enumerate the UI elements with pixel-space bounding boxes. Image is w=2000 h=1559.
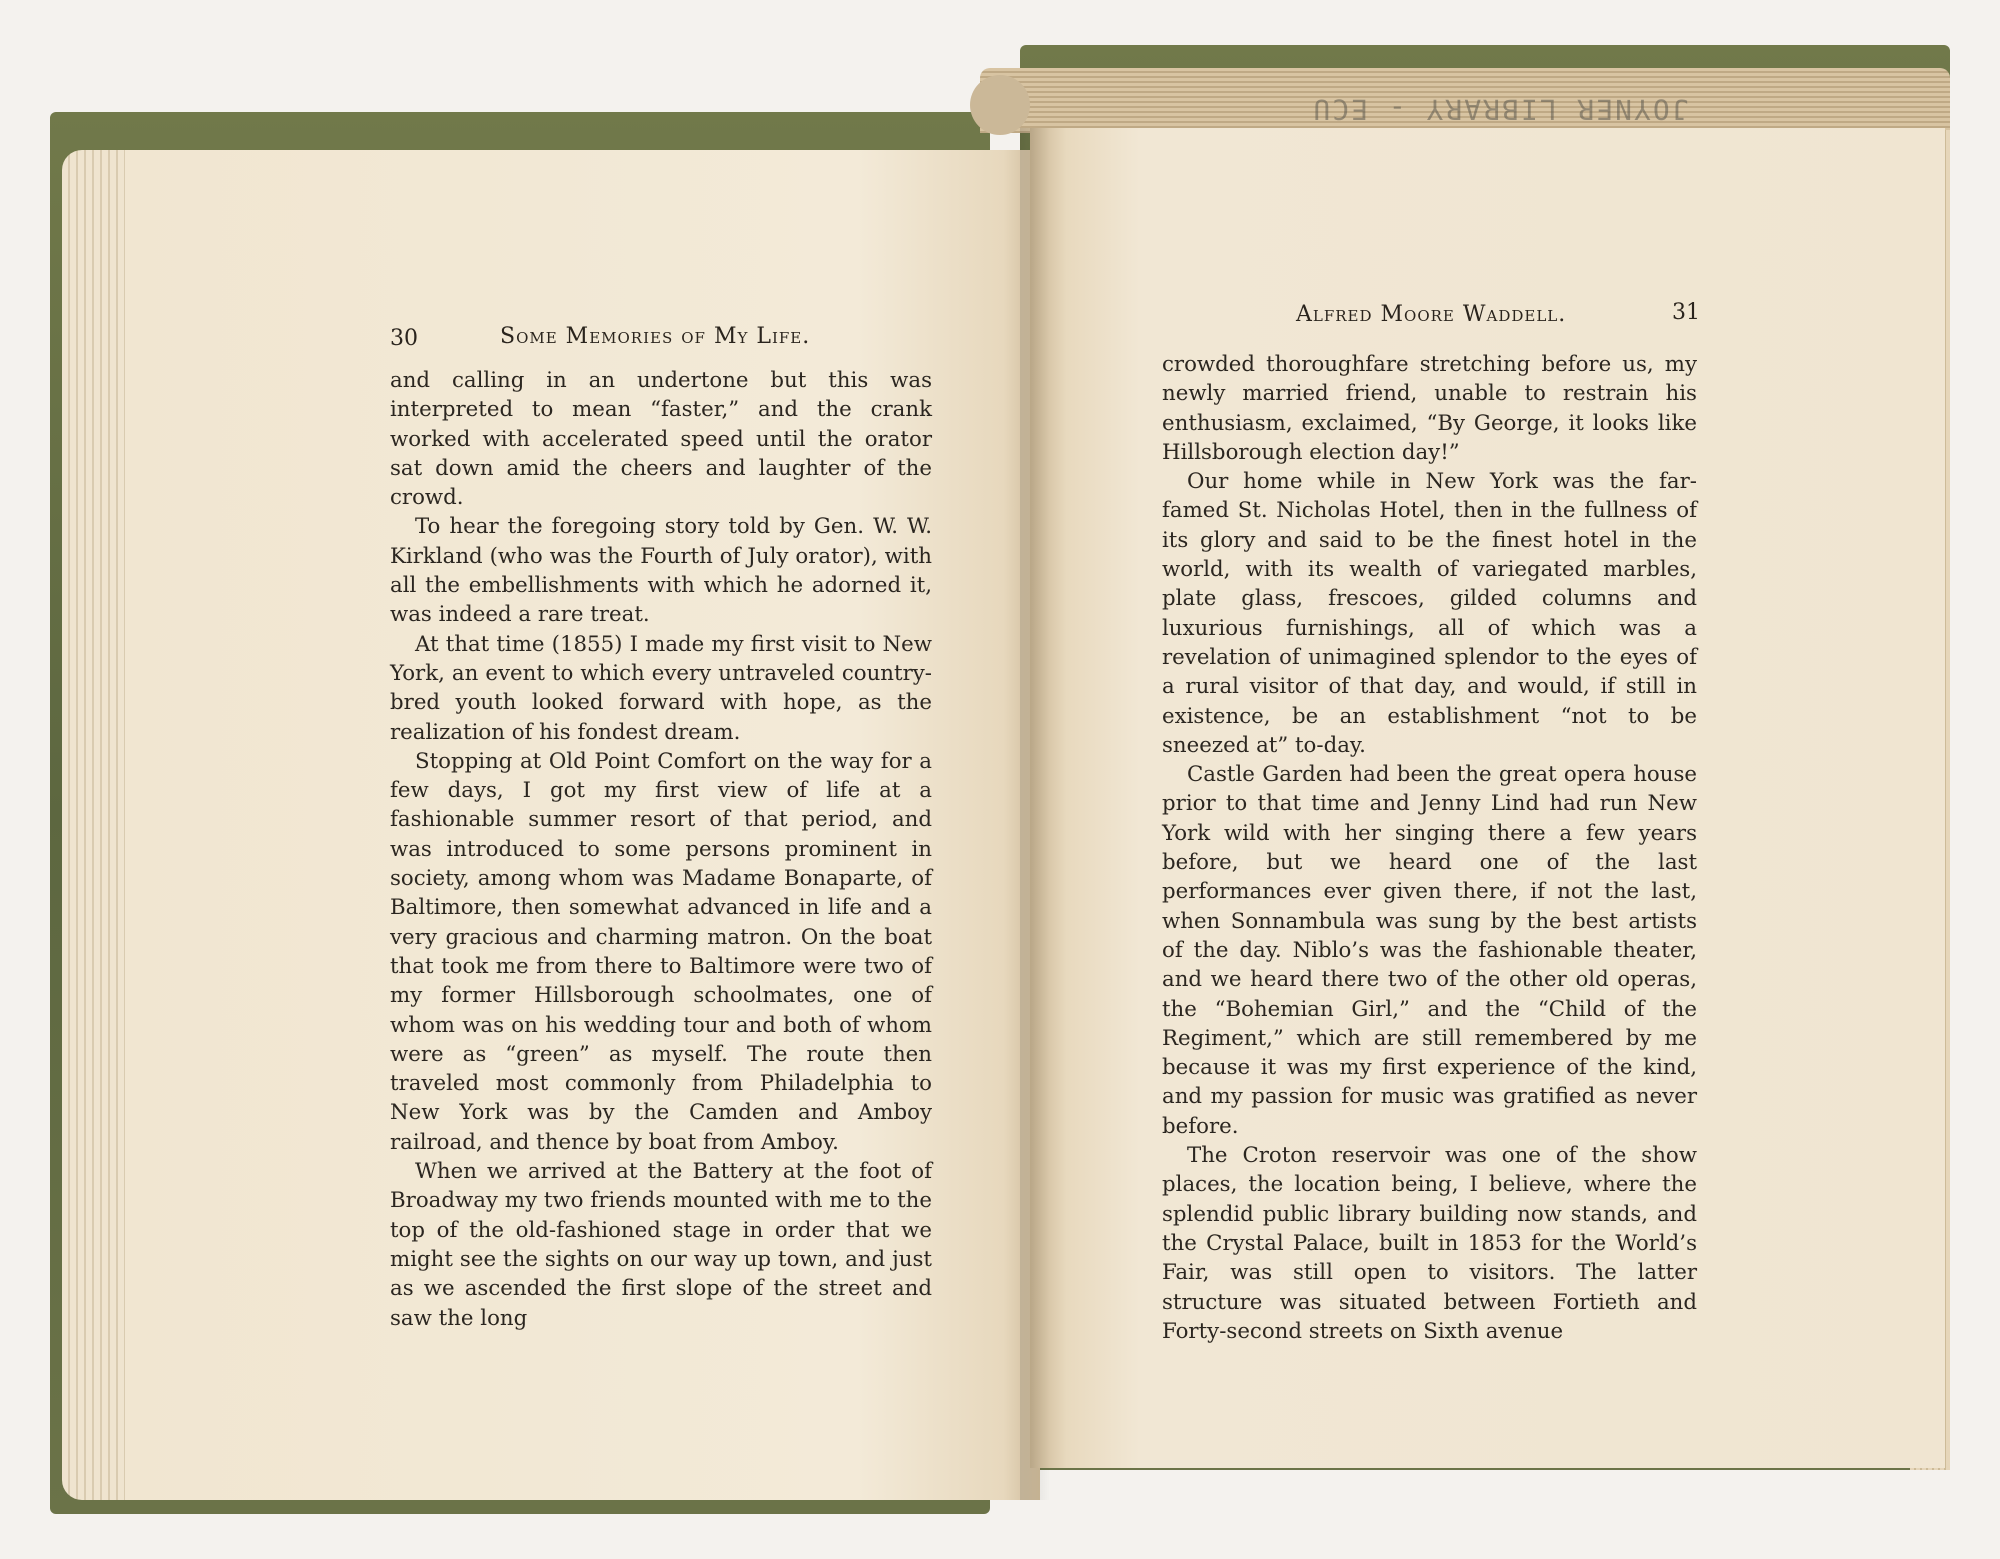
library-edge-stamp: JOYNER LIBRARY - ECU	[1311, 93, 1689, 126]
paragraph: The Croton reservoir was one of the show places, the location being, I believe, where the splendid public library building now stands, and the Crystal Palace, built in 1853 for the World’s Fair, was still open to visitors. The latter structure was situated between Fortieth and Forty-second streets on Sixth avenue	[1162, 1143, 1697, 1344]
page-number-left: 30	[390, 326, 418, 351]
running-head-left: Some Memories of My Life.	[500, 324, 811, 349]
left-page-text	[390, 366, 932, 1333]
paragraph: Stopping at Old Point Comfort on the way for a few days, I got my first view of life at a fashionable summer resort of that period, and was introduced to some persons prominent in society, among whom was Madame Bonaparte, of Baltimore, then somewhat advanced in life and a very gracious and charming matron. On the boat that took me from there to Baltimore were two of my former Hillsborough schoolmates, one of whom was on his wedding tour and both of whom were as “green” as myself. The route then traveled most commonly from Philadelphia to New York was by the Camden and Amboy railroad, and thence by boat from Amboy.	[390, 748, 932, 1155]
right-page-text	[1162, 350, 1697, 1346]
gutter-shadow	[1020, 128, 1050, 1500]
running-head-right: Alfred Moore Waddell.	[1296, 302, 1567, 327]
paragraph: Castle Garden had been the great opera house prior to that time and Jenny Lind had run New York wild with her singing there a few years before, but we heard one of the last performances ever given there, if not the last, when Sonnambula was sung by the best artists of the day. Niblo’s was the fashionable theater, and we heard there two of the other old operas, the “Bohemian Girl,” and the “Child of the Regiment,” which are still remembered by me because it was my first experience of the kind, and my passion for music was gratified as never before.	[1162, 762, 1697, 1139]
book-spine	[970, 75, 1030, 135]
page-number-right: 31	[1672, 300, 1700, 325]
paragraph: To hear the foregoing story told by Gen. W. W. Kirkland (who was the Fourth of July orator), with all the embellishments with which he adorned it, was indeed a rare treat.	[390, 514, 932, 628]
paragraph: At that time (1855) I made my first visit to New York, an event to which every untraveled country-bred youth looked forward with hope, as the realization of his fondest dream.	[390, 631, 932, 745]
paragraph: When we arrived at the Battery at the foot of Broadway my two friends mounted with me to the top of the old-fashioned stage in order that we might see the sights on our way up town, and just as we ascended the first slope of the street and saw the long	[390, 1159, 932, 1331]
paragraph: crowded thoroughfare stretching before us, my newly married friend, unable to restrain his enthusiasm, exclaimed, “By George, it looks like Hillsborough election day!”	[1162, 352, 1697, 465]
paragraph: and calling in an undertone but this was interpreted to mean “faster,” and the crank worked with accelerated speed until the orator sat down amid the cheers and laughter of the crowd.	[390, 368, 932, 511]
paragraph: Our home while in New York was the far-famed St. Nicholas Hotel, then in the fullness of its glory and said to be the finest hotel in the world, with its wealth of variegated marbles, plate glass, frescoes, gilded columns and luxurious furnishings, all of which was a revelation of unimagined splendor to the eyes of a rural visitor of that day, and would, if still in existence, be an establishment “not to be sneezed at” to-day.	[1162, 469, 1697, 758]
